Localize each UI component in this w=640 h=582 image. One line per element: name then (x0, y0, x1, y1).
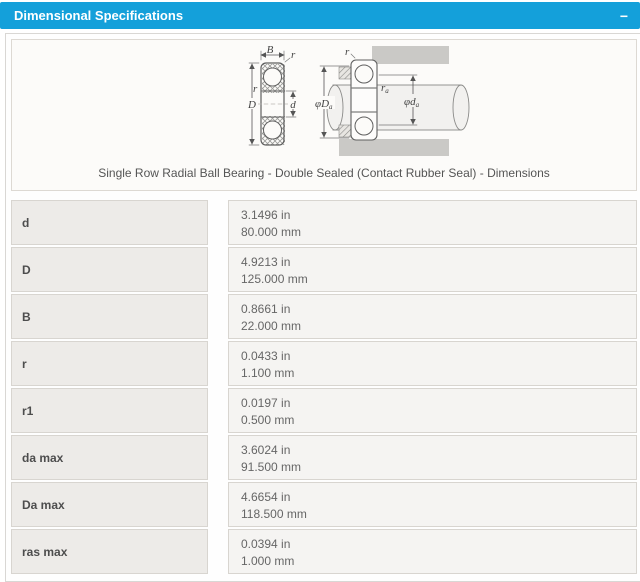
spec-label: Da max (11, 482, 208, 527)
spec-value (228, 247, 637, 292)
spec-value-inch: 0.8661 in (241, 302, 291, 316)
collapse-icon[interactable]: − (619, 7, 628, 24)
table-row (11, 200, 637, 245)
spec-value-inch: 4.6654 in (241, 490, 291, 504)
spec-label: da max (11, 435, 208, 480)
spec-value (228, 435, 637, 480)
spec-label: B (11, 294, 208, 339)
spec-label: ras max (11, 529, 208, 574)
content-panel (5, 33, 640, 582)
panel-title: Dimensional Specifications (14, 8, 184, 23)
table-row (11, 388, 637, 433)
diagram-box (11, 39, 637, 191)
dim-label-d: d (290, 99, 296, 111)
table-row (11, 294, 637, 339)
spec-value-mm: 22.000 mm (241, 319, 302, 333)
dim-label-ra: ra (381, 82, 389, 95)
bearing-diagram (15, 46, 633, 160)
spec-label: d (11, 200, 208, 245)
dim-label-D: D (248, 99, 256, 111)
spec-label: r (11, 341, 208, 386)
spec-value (228, 341, 637, 386)
spec-value-mm: 1.100 mm (241, 366, 295, 380)
dim-label-r-mount: r (345, 46, 350, 58)
dim-label-phida: φda (404, 96, 420, 109)
spec-value-mm: 0.500 mm (241, 413, 295, 427)
table-row (11, 435, 637, 480)
dim-label-phiDa: φDa (315, 98, 333, 111)
spec-value (228, 482, 637, 527)
diagram-caption: Single Row Radial Ball Bearing - Double Sealed (Contact Rubber Seal) - Dimensions (98, 166, 550, 180)
spec-value-inch: 0.0394 in (241, 537, 291, 551)
spec-value-inch: 3.1496 in (241, 208, 291, 222)
table-row (11, 247, 637, 292)
spec-value (228, 529, 637, 574)
spec-value (228, 388, 637, 433)
table-row (11, 482, 637, 527)
spec-table (11, 200, 637, 574)
spec-label: r1 (11, 388, 208, 433)
spec-value-inch: 4.9213 in (241, 255, 291, 269)
spec-value-mm: 118.500 mm (241, 507, 307, 521)
spec-value-mm: 80.000 mm (241, 225, 302, 239)
spec-value (228, 294, 637, 339)
spec-value (228, 200, 637, 245)
mounting-view (313, 46, 469, 156)
panel-header (0, 2, 640, 29)
dim-label-r-top: r (291, 49, 296, 61)
spec-value-mm: 125.000 mm (241, 272, 308, 286)
spec-value-mm: 91.500 mm (241, 460, 302, 474)
spec-value-inch: 0.0197 in (241, 396, 291, 410)
table-row (11, 341, 637, 386)
spec-label: D (11, 247, 208, 292)
spec-value-mm: 1.000 mm (241, 554, 295, 568)
table-row (11, 529, 637, 574)
dim-label-r-inner: r (253, 83, 258, 95)
spec-value-inch: 3.6024 in (241, 443, 291, 457)
cross-section-view (246, 46, 298, 145)
dim-label-B: B (266, 46, 274, 56)
spec-value-inch: 0.0433 in (241, 349, 291, 363)
